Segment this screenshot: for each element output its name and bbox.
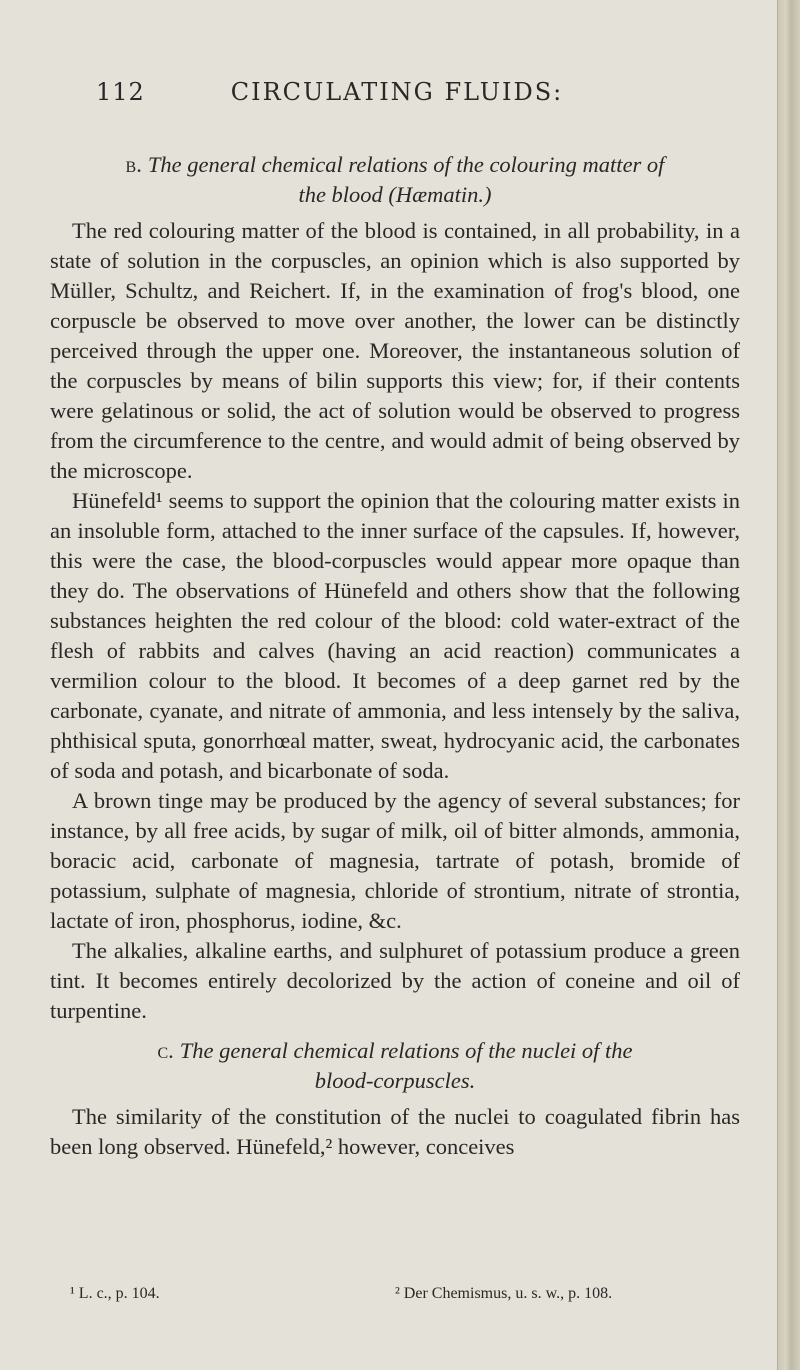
section-c-title-line2: blood-corpuscles. xyxy=(314,1068,476,1093)
page-number: 112 xyxy=(96,78,145,106)
section-c-heading xyxy=(50,1036,740,1096)
page-edge xyxy=(777,0,800,1370)
section-b-heading xyxy=(50,150,740,210)
page-body xyxy=(50,150,740,1162)
section-c-title-line1: The general chemical relations of the nuclei of the xyxy=(179,1038,633,1063)
footnotes xyxy=(70,1285,740,1315)
footnote-1: ¹ L. c., p. 104. xyxy=(70,1285,160,1302)
paragraph: The red colouring matter of the blood is contained, in all probability, in a state of solution in the corpuscles, an opinion which is also supported by Müller, Schultz, and Reichert. If, in the examination of frog's blood, one corpuscle be observed to move over another, the lower can be distinctly perceived through the upper one. Moreover, the instantaneous solution of the corpuscles by means of bilin supports this view; for, if their contents were gelatinous or solid, the act of solution would be observed to progress from the circumference to the centre, and would admit of being observed by the microscope. xyxy=(50,218,740,483)
paragraph: The similarity of the constitution of the nuclei to coagulated fibrin has been long observed. Hünefeld,² however, conceives xyxy=(50,1104,740,1159)
paragraph: The alkalies, alkaline earths, and sulphuret of potassium produce a green tint. It becomes entirely decolorized by the action of coneine and oil of turpentine. xyxy=(50,938,740,1023)
paragraph: A brown tinge may be produced by the agency of several substances; for instance, by all free acids, by sugar of milk, oil of bitter almonds, ammonia, boracic acid, carbonate of magnesia, tartrate of potash, bromide of potassium, sulphate of magnesia, chloride of strontium, nitrate of strontia, lactate of iron, phosphorus, iodine, &c. xyxy=(50,788,740,933)
section-c-letter: c. xyxy=(157,1038,174,1063)
paragraph: Hünefeld¹ seems to support the opinion that the colouring matter exists in an insoluble form, attached to the inner surface of the capsules. If, however, this were the case, the blood-corpuscles would appear more opaque than they do. The observations of Hünefeld and others show that the following substances heighten the red colour of the blood: cold water-extract of the flesh of rabbits and calves (having an acid reaction) communicates a vermilion colour to the blood. It becomes of a deep garnet red by the carbonate, cyanate, and nitrate of ammonia, and less intensely by the saliva, phthisical sputa, gonorrhœal matter, sweat, hydrocyanic acid, the carbonates of soda and potash, and bicarbonate of soda. xyxy=(50,488,740,783)
running-title: CIRCULATING FLUIDS: xyxy=(230,78,564,106)
section-b-title-line2: the blood (Hæmatin.) xyxy=(298,182,492,207)
section-b-letter: b. xyxy=(125,152,142,177)
section-b-title-line1: The general chemical relations of the colouring matter of xyxy=(147,152,665,177)
footnote-2: ² Der Chemismus, u. s. w., p. 108. xyxy=(395,1285,613,1302)
page-header xyxy=(82,78,712,118)
